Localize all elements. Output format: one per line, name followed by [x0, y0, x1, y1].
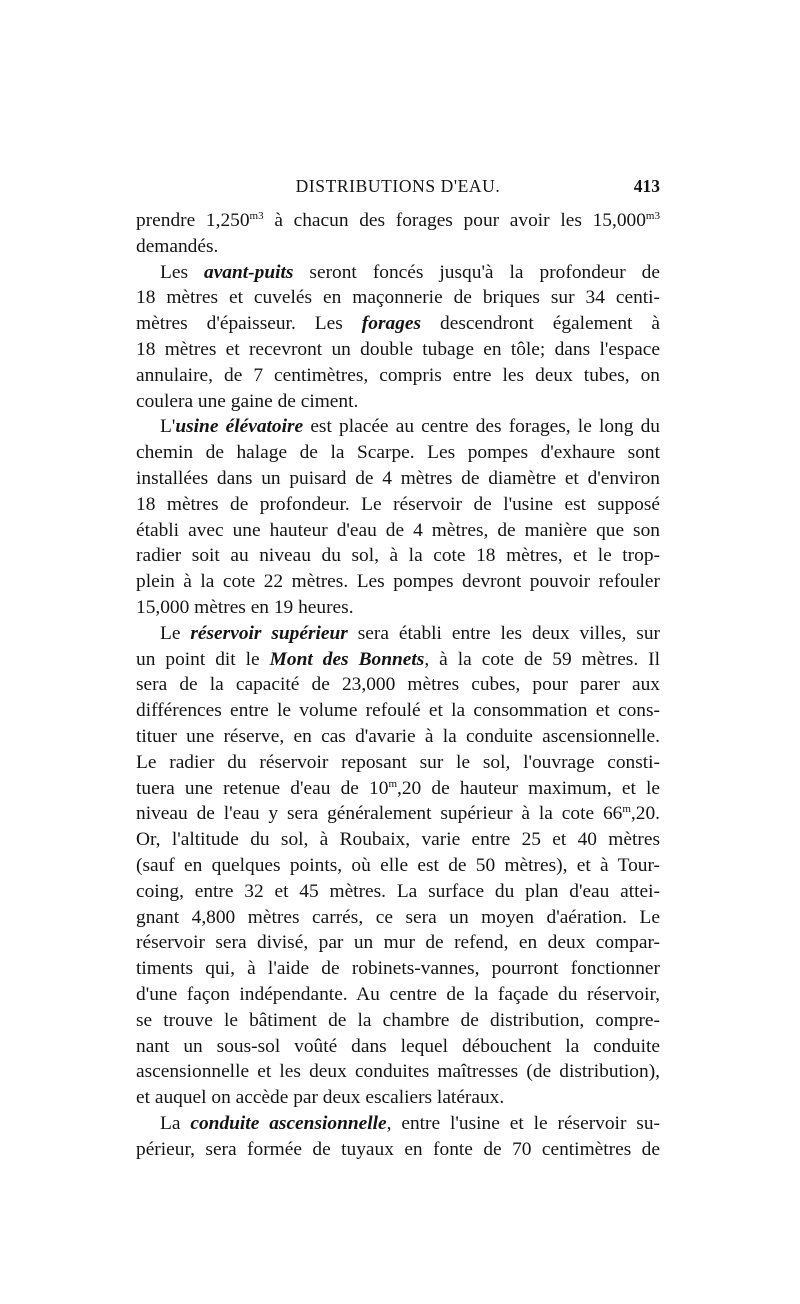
text-line — [136, 750, 660, 776]
text-line — [136, 389, 660, 415]
text-line — [136, 930, 660, 956]
text-line — [136, 414, 660, 440]
text-line — [136, 956, 660, 982]
text-run: installées dans un puisard de 4 mètres de diamètre et d'environ — [136, 467, 660, 489]
text-line — [136, 285, 660, 311]
text-run: est placée au centre des forages, le long du — [303, 416, 660, 438]
text-run: (sauf en quelques points, où elle est de 50 mètres), et à Tour- — [136, 854, 660, 876]
text-line — [136, 647, 660, 673]
text-line — [136, 363, 660, 389]
page-number: 413 — [633, 176, 660, 196]
text-line — [136, 879, 660, 905]
text-line — [136, 595, 660, 621]
running-title: DISTRIBUTIONS D'EAU. — [295, 176, 501, 196]
text-run: Le — [160, 622, 191, 644]
text-line — [136, 801, 660, 827]
text-run: 18 mètres de profondeur. Le réservoir de l'usine est supposé — [136, 493, 660, 515]
text-run: L' — [160, 416, 176, 438]
text-run: plein à la cote 22 mètres. Les pompes devront pouvoir refouler — [136, 571, 660, 593]
text-run: annulaire, de 7 centimètres, compris entre les deux tubes, on — [136, 364, 660, 386]
superscript-unit: m — [622, 803, 631, 816]
emphasized-term: forages — [361, 313, 422, 335]
text-run: coulera une gaine de ciment. — [136, 390, 359, 412]
text-run: et auquel on accède par deux escaliers latéraux. — [136, 1087, 505, 1109]
emphasized-term: usine élévatoire — [175, 416, 304, 438]
page-header — [136, 176, 660, 200]
text-line — [136, 518, 660, 544]
text-run: Or, l'altitude du sol, à Roubaix, varie entre 25 et 40 mètres — [136, 829, 660, 851]
text-run: Le radier du réservoir reposant sur le sol, l'ouvrage consti- — [136, 751, 660, 773]
emphasized-term: Mont des Bonnets — [269, 648, 425, 670]
text-line — [136, 672, 660, 698]
text-run: ,20. — [630, 803, 660, 825]
text-line — [136, 776, 660, 802]
text-run: descendront également à — [421, 313, 661, 335]
text-line — [136, 853, 660, 879]
text-run: différences entre le volume refoulé et la consommation et cons- — [136, 700, 660, 722]
text-line — [136, 621, 660, 647]
text-line — [136, 905, 660, 931]
emphasized-term: conduite ascensionnelle — [190, 1112, 387, 1134]
text-line — [136, 1059, 660, 1085]
text-line — [136, 1008, 660, 1034]
text-run: sera de la capacité de 23,000 mètres cubes, pour parer aux — [136, 674, 660, 696]
superscript-unit: m3 — [645, 210, 660, 222]
text-run: un point dit le — [136, 648, 270, 670]
text-run: ,20 de hauteur maximum, et le — [397, 777, 660, 799]
text-line — [136, 982, 660, 1008]
text-run: ascensionnelle et les deux conduites maîtresses (de distribution), — [136, 1061, 660, 1083]
text-run: chemin de halage de la Scarpe. Les pompes d'exhaure sont — [136, 442, 660, 464]
text-run: seront foncés jusqu'à la profondeur de — [293, 261, 660, 283]
text-run: nant un sous-sol voûté dans lequel débouchent la conduite — [136, 1035, 660, 1057]
text-line — [136, 1111, 660, 1137]
text-run: établi avec une hauteur d'eau de 4 mètres, de manière que son — [136, 519, 660, 541]
text-run: , à la cote de 59 mètres. Il — [424, 648, 661, 670]
text-run: 18 mètres et cuvelés en maçonnerie de briques sur 34 centi- — [136, 287, 660, 309]
text-line — [136, 311, 660, 337]
text-run: périeur, sera formée de tuyaux en fonte de 70 centimètres de — [136, 1138, 660, 1160]
text-run: coing, entre 32 et 45 mètres. La surface du plan d'eau attei- — [136, 880, 660, 902]
text-line — [136, 234, 660, 260]
text-line — [136, 827, 660, 853]
text-run: mètres d'épaisseur. Les — [136, 313, 362, 335]
text-line — [136, 337, 660, 363]
superscript-unit: m — [388, 777, 397, 790]
text-run: à chacun des forages pour avoir les 15,000 — [263, 210, 646, 231]
text-line — [136, 1137, 660, 1163]
text-run: d'une façon indépendante. Au centre de la façade du réservoir, — [136, 983, 660, 1005]
text-line — [136, 466, 660, 492]
text-run: , entre l'usine et le réservoir su- — [386, 1112, 660, 1134]
text-run: gnant 4,800 mètres carrés, ce sera un moyen d'aération. Le — [136, 906, 660, 928]
text-line — [136, 569, 660, 595]
text-run: La — [160, 1112, 191, 1134]
text-line — [136, 1085, 660, 1111]
text-run: tuera une retenue d'eau de 10 — [136, 777, 389, 799]
text-run: tituer une réserve, en cas d'avarie à la conduite ascensionnelle. — [136, 725, 660, 747]
text-run: se trouve le bâtiment de la chambre de distribution, compre- — [136, 1009, 660, 1031]
text-line — [136, 543, 660, 569]
emphasized-term: réservoir supérieur — [190, 622, 348, 644]
text-line — [136, 208, 660, 234]
text-run: 18 mètres et recevront un double tubage en tôle; dans l'espace — [136, 338, 660, 360]
text-run: 15,000 mètres en 19 heures. — [136, 596, 354, 618]
text-run: radier soit au niveau du sol, à la cote 18 mètres, et le trop- — [136, 545, 660, 567]
text-line — [136, 492, 660, 518]
text-line — [136, 698, 660, 724]
text-run: réservoir sera divisé, par un mur de refend, en deux compar- — [136, 932, 660, 954]
text-line — [136, 260, 660, 286]
text-line — [136, 724, 660, 750]
body-text — [136, 208, 660, 1162]
text-run: Les — [160, 261, 204, 283]
text-line — [136, 1034, 660, 1060]
text-run: sera établi entre les deux villes, sur — [347, 622, 660, 644]
text-run: timents qui, à l'aide de robinets-vannes, pourront fonctionner — [136, 958, 660, 980]
text-run: demandés. — [136, 235, 219, 257]
superscript-unit: m3 — [249, 210, 264, 222]
text-run: niveau de l'eau y sera généralement supérieur à la cote 66 — [136, 803, 623, 825]
text-line — [136, 440, 660, 466]
emphasized-term: avant-puits — [204, 261, 294, 283]
text-run: prendre 1,250 — [136, 210, 250, 231]
